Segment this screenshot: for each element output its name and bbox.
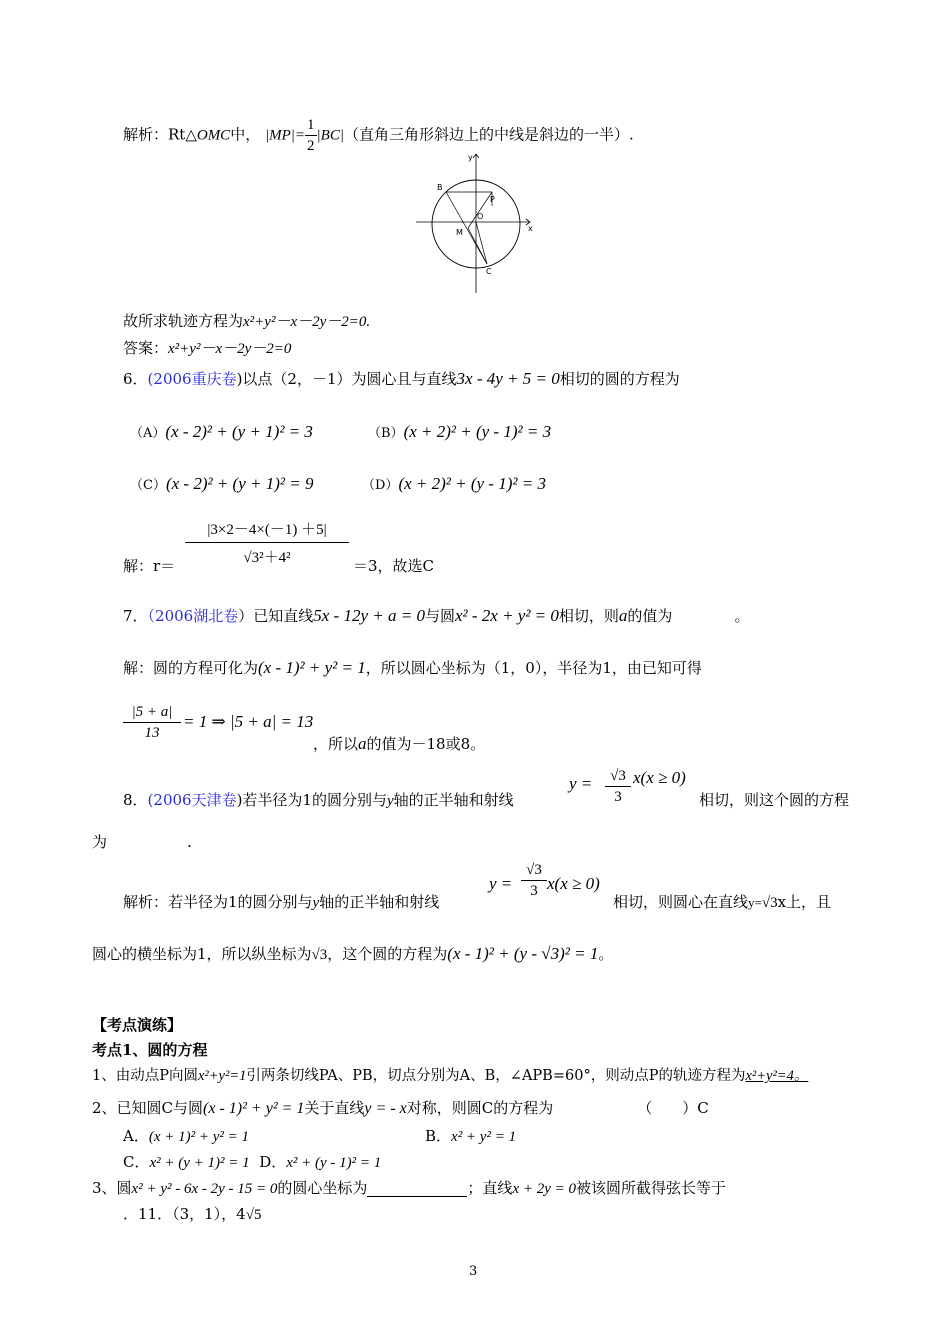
fraction: $\frac{√3}{3}$	[521, 860, 547, 901]
fraction-numerator: |3×2－4×(－1) ＋5|	[185, 520, 349, 543]
section-subtitle: 考点1、圆的方程	[92, 1041, 208, 1059]
circle-diagram	[410, 148, 542, 293]
label: （D）	[362, 478, 399, 493]
label-y: y	[468, 153, 473, 162]
math: (x - 1)² + y² = 1	[258, 658, 366, 677]
locus-line	[123, 311, 370, 332]
analysis-line-1	[123, 115, 634, 156]
math: x² + (y + 1)² = 1	[149, 1155, 250, 1171]
fraction: $\frac{√3}{3}$	[605, 766, 631, 807]
label: （A）	[130, 426, 166, 441]
text: 相切，则	[558, 607, 619, 625]
practice-2-option-a	[123, 1126, 249, 1147]
math: 3x - 4y + 5 = 0	[456, 369, 560, 388]
text: （直角三角形斜边上的中线是斜边的一半）.	[343, 125, 634, 144]
label: A．	[123, 1127, 149, 1145]
text: )以点（2，－1）为圆心且与直线	[236, 370, 457, 388]
answer-blank	[367, 1182, 467, 1197]
q6-stem	[123, 369, 680, 389]
text: 。	[598, 945, 614, 963]
math: x² + y² = 1	[451, 1129, 517, 1145]
label: C．	[123, 1153, 150, 1171]
segment-oc	[476, 222, 487, 264]
math: 5x - 12y + a = 0	[313, 606, 425, 625]
text: 8．(2006天津卷)若半径为1的圆分别与y轴的正半轴和射线	[123, 791, 514, 809]
text: ．11．（3，1），4	[123, 1205, 246, 1223]
fraction: $\frac{1}{2}$	[307, 117, 315, 154]
q6-option-b	[368, 422, 551, 444]
fraction-denominator: √3²＋4²	[243, 550, 291, 566]
answer: x²+y²=4。	[745, 1068, 809, 1084]
math: x(x ≥ 0)	[547, 874, 600, 893]
q8-stem-2	[92, 832, 192, 852]
text: 2、已知圆C与圆	[92, 1099, 204, 1117]
source: (2006重庆卷	[147, 370, 237, 388]
math: x² + y² - 6x - 2y - 15 = 0	[131, 1181, 278, 1197]
text: 相切的圆的方程为	[559, 370, 680, 388]
segment-mp	[468, 192, 492, 228]
text: 解：r＝	[123, 557, 176, 575]
math: y = - x	[364, 1100, 407, 1117]
label-b: B	[437, 183, 443, 192]
text: ＝3，故选C	[353, 557, 435, 575]
segment-mc	[468, 228, 487, 264]
label: B．	[425, 1127, 452, 1145]
text: 故所求轨迹方程为	[123, 312, 244, 330]
q6-option-a	[130, 422, 313, 444]
practice-2-option-cd	[123, 1152, 381, 1173]
segment-bc	[446, 192, 487, 264]
practice-2-option-b	[425, 1126, 516, 1147]
math: |MP|=	[265, 127, 306, 144]
text: 6．	[123, 370, 148, 388]
label-c: C	[486, 267, 492, 276]
text: 解析：若半径为1的圆分别与y轴的正半轴和射线	[123, 893, 440, 911]
math: x(x ≥ 0)	[633, 768, 686, 787]
text: 7．	[123, 607, 148, 625]
math: y =	[569, 774, 593, 793]
text: ；直线	[467, 1179, 513, 1197]
math: x²+y²=1	[197, 1068, 247, 1084]
text: 的值为	[627, 607, 673, 625]
math: x² + (y - 1)² = 1	[286, 1155, 382, 1171]
practice-2	[92, 1098, 709, 1119]
math: |BC|	[316, 127, 344, 144]
label-p: P	[490, 195, 495, 204]
text: 答案：	[123, 339, 169, 357]
fraction: $\frac{|5 + a|}{13}$	[123, 702, 181, 743]
text: 解析：Rt△	[123, 125, 197, 144]
text: 相切，则这个圆的方程	[699, 791, 850, 809]
text: 被该圆所截得弦长等于	[576, 1179, 727, 1197]
text: 对称，则圆C的方程为	[406, 1099, 554, 1117]
q7-stem	[123, 606, 749, 626]
text: 引两条切线PA、PB，切点分别为A、B，∠APB=60°，则动点P的轨迹方程为	[246, 1068, 746, 1084]
text: ，这个圆的方程为	[327, 945, 448, 963]
q8-solution	[123, 860, 863, 910]
q7-solution-1	[123, 658, 702, 678]
text: 解：圆的方程可化为	[123, 659, 259, 677]
section-title: 【考点演练】	[92, 1016, 183, 1034]
label: （B）	[368, 426, 404, 441]
text: ，所以圆心坐标为（1，0），半径为1，由已知可得	[365, 659, 702, 677]
practice-3	[92, 1178, 726, 1199]
text: 。	[734, 607, 750, 625]
math: x²+y²－x－2y－2=0.	[243, 314, 371, 330]
q8-solution-2	[92, 944, 613, 965]
math: x²+y²－x－2y－2=0	[168, 341, 292, 357]
source: （2006湖北卷	[147, 607, 239, 625]
label: （C）	[130, 478, 166, 493]
math: (x + 1)² + y² = 1	[148, 1129, 250, 1145]
math: = 1 ⇒ |5 + a| = 13	[183, 712, 314, 731]
text: 关于直线	[304, 1099, 365, 1117]
math: x² - 2x + y² = 0	[454, 606, 559, 625]
text: 与圆	[424, 607, 455, 625]
label: D．	[259, 1153, 287, 1171]
text: 1、由动点P向圆	[92, 1068, 198, 1084]
text: 相切，则圆心在直线y=√3x上，且	[613, 893, 832, 911]
math: (x - 2)² + (y + 1)² = 3	[165, 422, 313, 441]
answer-line	[123, 338, 291, 359]
label-x: x	[528, 224, 533, 233]
math: (x + 2)² + (y - 1)² = 3	[403, 422, 552, 441]
text: 圆心的横坐标为1，所以纵坐标为	[92, 945, 312, 963]
text: ）已知直线	[238, 607, 314, 625]
text: .	[187, 833, 192, 851]
practice-1	[92, 1066, 808, 1086]
q6-option-c	[130, 474, 313, 496]
math: y =	[489, 874, 513, 893]
math: a	[618, 606, 628, 625]
math: (x - 1)² + (y - √3)² = 1	[447, 944, 599, 963]
math: (x - 1)² + y² = 1	[203, 1100, 305, 1117]
text: 为	[92, 833, 108, 851]
label-o: O	[477, 212, 484, 221]
math: (x + 2)² + (y - 1)² = 3	[398, 474, 546, 493]
math: (x - 2)² + (y + 1)² = 9	[165, 474, 314, 493]
label-m: M	[456, 228, 463, 237]
text: ，所以a的值为－18或8。	[313, 734, 486, 753]
q8-stem	[123, 766, 863, 816]
math: √3	[311, 947, 328, 963]
text: 中，	[230, 125, 261, 144]
math: OMC	[196, 127, 231, 144]
text: 3、圆	[92, 1179, 132, 1197]
text: （ ）C	[637, 1099, 709, 1117]
math: x + 2y = 0	[512, 1181, 576, 1197]
page-number: 3	[469, 1264, 478, 1279]
practice-3-answer	[123, 1204, 261, 1225]
text: 的圆心坐标为	[277, 1179, 368, 1197]
math: √5	[245, 1207, 262, 1223]
q6-option-d	[362, 474, 546, 496]
